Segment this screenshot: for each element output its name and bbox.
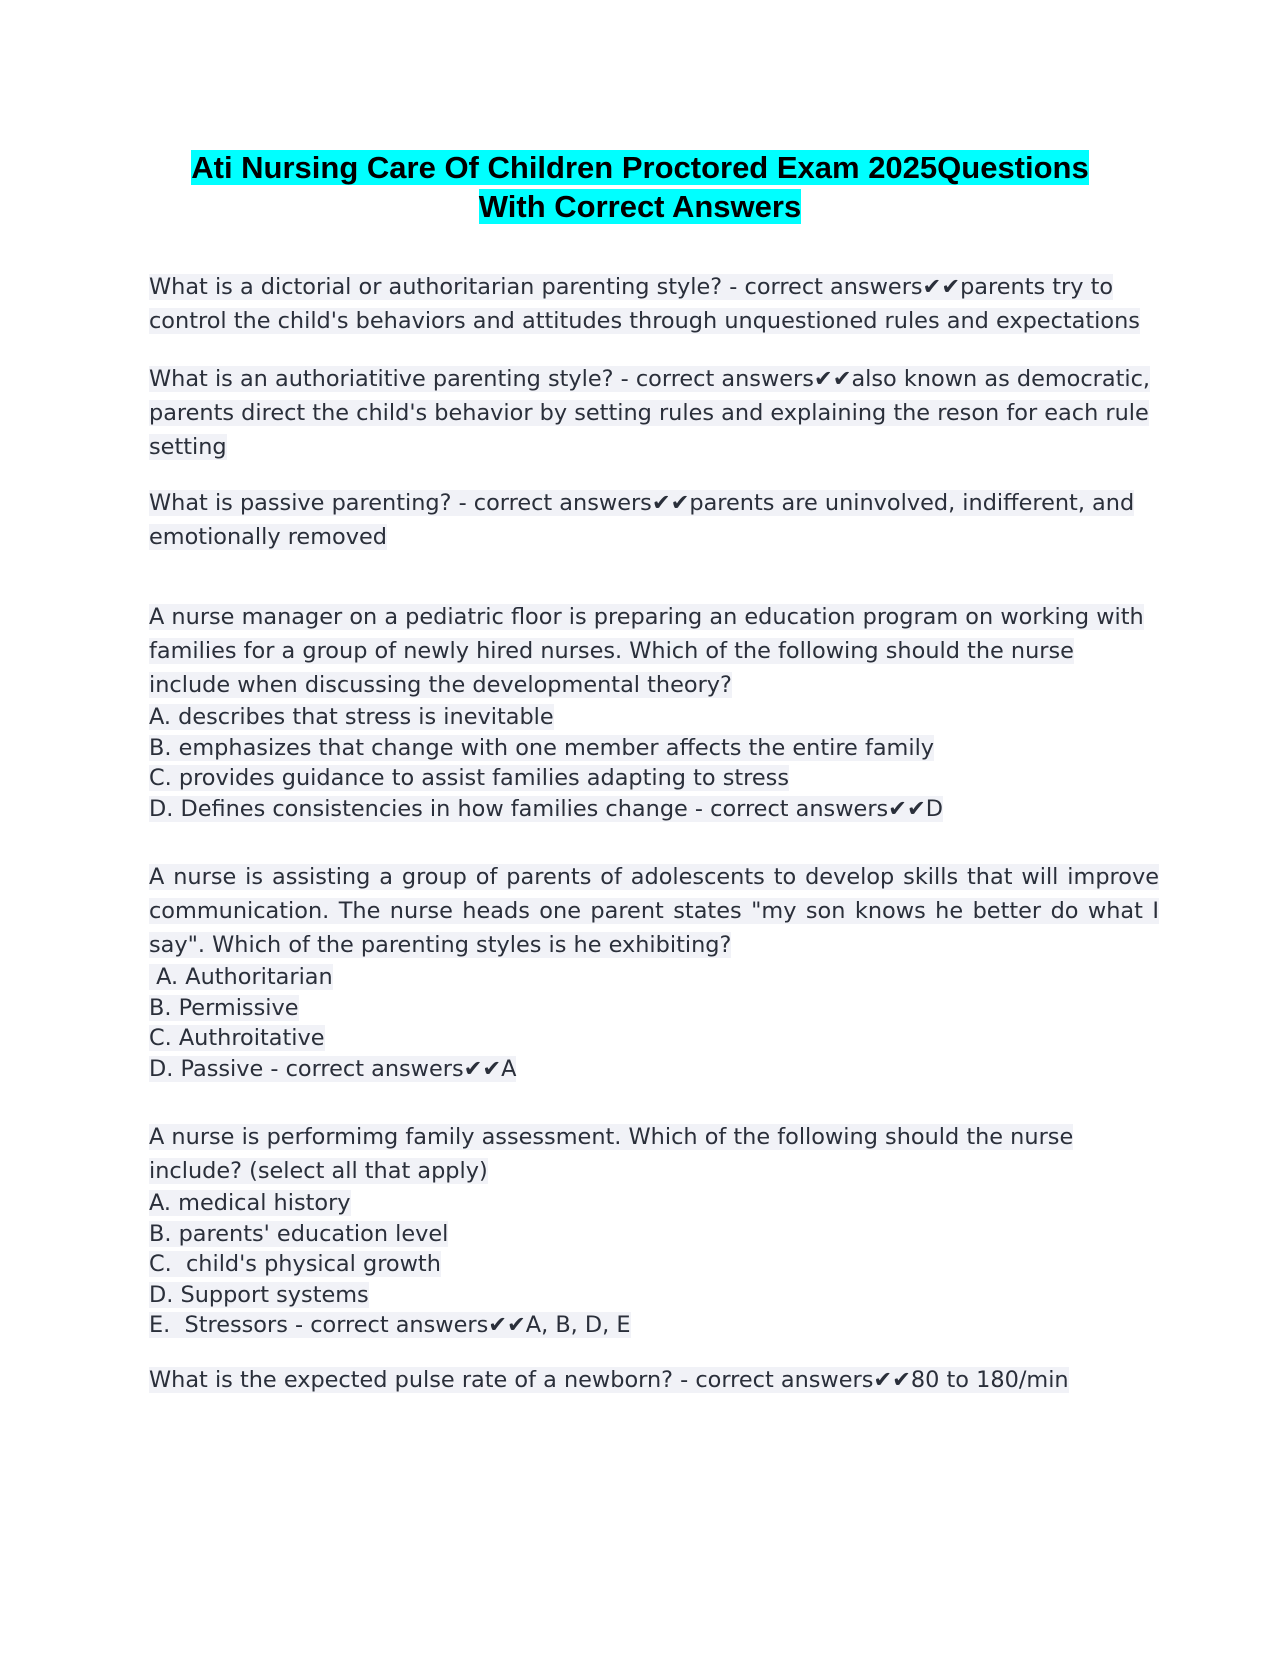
qa-item — [149, 1363, 1159, 1397]
qa-content — [149, 270, 1159, 1397]
question-text: A nurse is performimg family assessment. Which of the following should the nurse include? (select all that apply) — [149, 1124, 1074, 1184]
question-text: A nurse manager on a pediatric floor is preparing an education program on working with families for a group of newly hired nurses. Which of the following should the nurse include when discussing the developmental theory? — [149, 604, 1144, 698]
title-line-2: With Correct Answers — [478, 189, 802, 224]
answer-option: C. child's physical growth — [149, 1251, 441, 1277]
qa-text: What is a dictorial or authoritarian parenting style? - correct answers✔✔parents try to control the child's behaviors and attitudes through unquestioned rules and expectations — [149, 274, 1140, 334]
answer-option: A. medical history — [149, 1190, 351, 1216]
qa-item — [149, 362, 1159, 464]
title-line-1: Ati Nursing Care Of Children Proctored Exam 2025Questions — [191, 150, 1089, 185]
qa-item — [149, 600, 1159, 824]
question-text: A nurse is assisting a group of parents of adolescents to develop skills that will improve communication. The nurse heads one parent states "my son knows he better do what I say". Which of the parenting styles is he exhibiting? — [149, 864, 1159, 958]
qa-text: What is the expected pulse rate of a newborn? - correct answers✔✔80 to 180/min — [149, 1366, 1069, 1393]
qa-item — [149, 270, 1159, 338]
document-title — [100, 148, 1180, 226]
answer-option: D. Defines consistencies in how families change - correct answers✔✔D — [149, 795, 943, 822]
answer-option: B. parents' education level — [149, 1220, 449, 1247]
answer-option: B. Permissive — [149, 994, 299, 1021]
answer-option: B. emphasizes that change with one member affects the entire family — [149, 734, 935, 761]
answer-option: E. Stressors - correct answers✔✔A, B, D, E — [149, 1312, 631, 1338]
qa-text: What is passive parenting? - correct answers✔✔parents are uninvolved, indifferent, and emotionally removed — [149, 490, 1135, 550]
answer-option: A. describes that stress is inevitable — [149, 704, 554, 730]
qa-item — [149, 860, 1159, 1084]
answer-option: D. Support systems — [149, 1281, 369, 1308]
qa-item — [149, 486, 1159, 554]
answer-option: D. Passive - correct answers✔✔A — [149, 1055, 517, 1082]
answer-option: C. provides guidance to assist families adapting to stress — [149, 765, 790, 791]
qa-item — [149, 1120, 1159, 1341]
qa-text: What is an authoriatitive parenting style? - correct answers✔✔also known as democratic, parents direct the child's behavior by setting rules and explaining the reson for each rule setting — [149, 366, 1151, 460]
answer-option: A. Authoritarian — [149, 964, 333, 990]
answer-option: C. Authroitative — [149, 1025, 325, 1051]
